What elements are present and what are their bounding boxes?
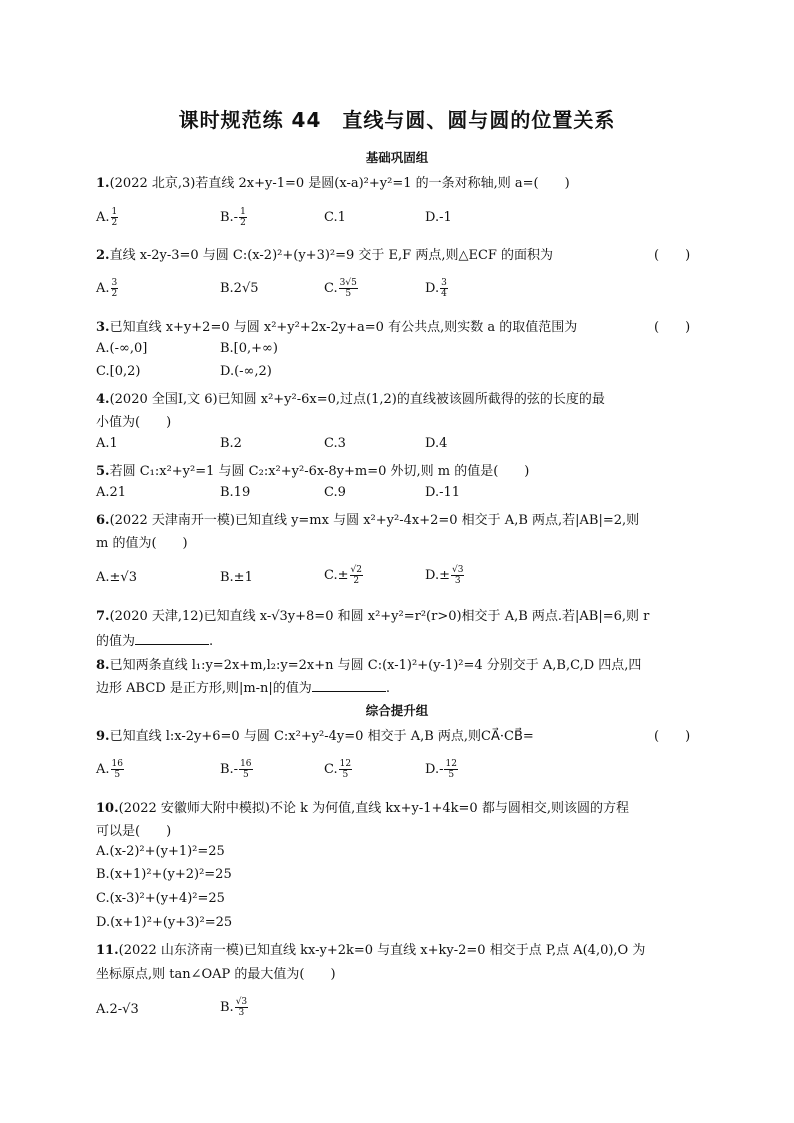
question-text: (2022 北京,3)若直线 2x+y-1=0 是圆(x-a)²+y²=1 的一条对称轴,则 a=( ): [109, 176, 570, 191]
question-text: 若圆 C₁:x²+y²=1 与圆 C₂:x²+y²-6x-8y+m=0 外切,则 m 的值是( ): [109, 464, 530, 479]
answer-blank[interactable]: [312, 681, 386, 692]
option-b: B.[0,+∞): [220, 341, 278, 356]
option-c: C.± $\frac{√2}{2}$: [324, 565, 362, 586]
option-d: D.(x+1)²+(y+3)²=25: [96, 915, 233, 930]
question-6: 6.(2022 天津南开一模)已知直线 y=mx 与圆 x²+y²-4x+2=0 相交于 A,B 两点,若|AB|=2,则: [96, 513, 640, 528]
option-d: D.- $\frac{12}{5}$: [425, 759, 457, 780]
option-b: B.2√5: [220, 281, 259, 296]
option-a: A. $\frac{16}{5}$: [96, 759, 123, 780]
option-a: A.1: [96, 436, 118, 451]
question-10: 10.(2022 安徽师大附中模拟)不论 k 为何值,直线 kx+y-1+4k=0 都与圆相交,则该圆的方程: [96, 801, 629, 816]
option-a: A.±√3: [96, 570, 137, 585]
option-b: B.19: [220, 485, 251, 500]
option-d: D.-1: [425, 210, 452, 225]
option-c: C.9: [324, 485, 346, 500]
option-b: B.2: [220, 436, 242, 451]
question-6-cont: m 的值为( ): [96, 536, 188, 551]
question-8: 8.已知两条直线 l₁:y=2x+m,l₂:y=2x+n 与圆 C:(x-1)²+(y-1)²=4 分别交于 A,B,C,D 四点,四: [96, 658, 642, 673]
question-5: 5.若圆 C₁:x²+y²=1 与圆 C₂:x²+y²-6x-8y+m=0 外切,则 m 的值是( ): [96, 464, 530, 479]
section-advanced: 综合提升组: [365, 703, 429, 718]
option-d: D.4: [425, 436, 448, 451]
question-8-cont: 边形 ABCD 是正方形,则|m-n|的值为 .: [96, 681, 390, 696]
question-4: 4.(2020 全国Ⅰ,文 6)已知圆 x²+y²-6x=0,过点(1,2)的直线被该圆所截得的弦的长度的最: [96, 392, 605, 407]
answer-blank[interactable]: [135, 634, 209, 645]
question-text: (2022 山东济南一模)已知直线 kx-y+2k=0 与直线 x+ky-2=0 相交于点 P,点 A(4,0),O 为: [118, 943, 646, 958]
question-text: (2020 全国Ⅰ,文 6)已知圆 x²+y²-6x=0,过点(1,2)的直线被该圆所截得的弦的长度的最: [109, 392, 605, 407]
option-c: C. $\frac{12}{5}$: [324, 759, 352, 780]
option-b: B. $\frac{√3}{3}$: [220, 997, 248, 1018]
question-text: (2020 天津,12)已知直线 x-√3y+8=0 和圆 x²+y²=r²(r>0)相交于 A,B 两点.若|AB|=6,则 r: [109, 609, 650, 624]
question-11: 11.(2022 山东济南一模)已知直线 kx-y+2k=0 与直线 x+ky-2=0 相交于点 P,点 A(4,0),O 为: [96, 943, 646, 958]
option-d: D.-11: [425, 485, 461, 500]
question-9: 9.已知直线 l:x-2y+6=0 与圆 C:x²+y²-4y=0 相交于 A,B 两点,则CA⃗·CB⃗=: [96, 729, 534, 744]
option-a: A.(x-2)²+(y+1)²=25: [96, 844, 225, 859]
option-c: C.[0,2): [96, 364, 141, 379]
answer-paren: ( ): [654, 248, 691, 263]
question-text: 已知直线 l:x-2y+6=0 与圆 C:x²+y²-4y=0 相交于 A,B 两点,则CA⃗·CB⃗=: [109, 729, 534, 744]
question-10-cont: 可以是( ): [96, 824, 172, 839]
option-a: A.2-√3: [96, 1002, 139, 1017]
question-1: [96, 172, 570, 191]
option-c: C.3: [324, 436, 346, 451]
question-7-cont: 的值为 .: [96, 634, 214, 649]
option-b: B.- $\frac{16}{5}$: [220, 759, 252, 780]
option-a: A. $\frac{1}{2}$: [96, 207, 118, 228]
option-a: A.(-∞,0]: [96, 341, 148, 356]
option-d: D.± $\frac{√3}{3}$: [425, 565, 464, 586]
option-b: B.±1: [220, 570, 253, 585]
option-d: D.(-∞,2): [220, 364, 272, 379]
answer-paren: ( ): [654, 729, 691, 744]
question-2: 2.直线 x-2y-3=0 与圆 C:(x-2)²+(y+3)²=9 交于 E,F 两点,则△ECF 的面积为: [96, 248, 554, 263]
question-7: 7.(2020 天津,12)已知直线 x-√3y+8=0 和圆 x²+y²=r²(r>0)相交于 A,B 两点.若|AB|=6,则 r: [96, 609, 650, 624]
option-b: B.- $\frac{1}{2}$: [220, 207, 246, 228]
question-text: (2022 天津南开一模)已知直线 y=mx 与圆 x²+y²-4x+2=0 相交于 A,B 两点,若|AB|=2,则: [109, 513, 640, 528]
option-a: A. $\frac{3}{2}$: [96, 278, 118, 299]
question-text: (2022 安徽师大附中模拟)不论 k 为何值,直线 kx+y-1+4k=0 都与圆相交,则该圆的方程: [118, 801, 629, 816]
section-basic: 基础巩固组: [365, 150, 429, 165]
question-4-cont: 小值为( ): [96, 415, 172, 430]
answer-paren: ( ): [654, 320, 691, 335]
question-text: 直线 x-2y-3=0 与圆 C:(x-2)²+(y+3)²=9 交于 E,F 两点,则△ECF 的面积为: [109, 248, 554, 263]
option-c: C. $\frac{3√5}{5}$: [324, 278, 357, 299]
option-c: C.1: [324, 210, 346, 225]
question-text: 已知两条直线 l₁:y=2x+m,l₂:y=2x+n 与圆 C:(x-1)²+(y-1)²=4 分别交于 A,B,C,D 四点,四: [109, 658, 642, 673]
question-text: 已知直线 x+y+2=0 与圆 x²+y²+2x-2y+a=0 有公共点,则实数 a 的取值范围为: [109, 320, 578, 335]
option-a: A.21: [96, 485, 127, 500]
option-d: D. $\frac{3}{4}$: [425, 278, 447, 299]
question-3: 3.已知直线 x+y+2=0 与圆 x²+y²+2x-2y+a=0 有公共点,则实数 a 的取值范围为: [96, 320, 578, 335]
question-number: 1.: [96, 176, 110, 191]
option-b: B.(x+1)²+(y+2)²=25: [96, 867, 232, 882]
option-c: C.(x-3)²+(y+4)²=25: [96, 891, 225, 906]
page-title: 课时规范练 44 直线与圆、圆与圆的位置关系: [178, 108, 616, 132]
question-11-cont: 坐标原点,则 tan∠OAP 的最大值为( ): [96, 967, 336, 982]
